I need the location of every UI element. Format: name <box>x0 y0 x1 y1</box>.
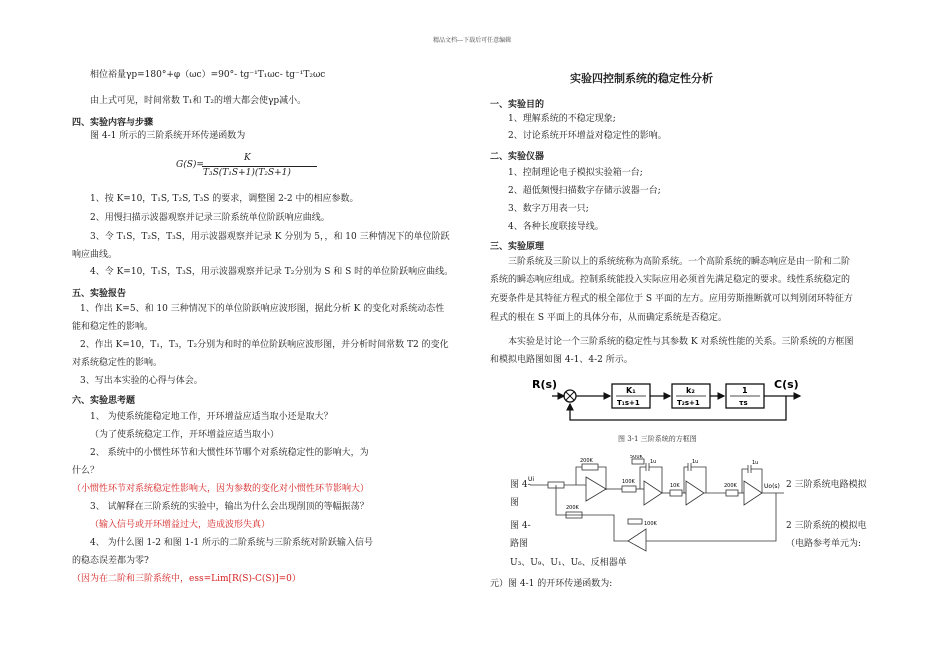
fraction-bar <box>202 166 317 167</box>
question-4-cont: 的稳态误差都为零? <box>72 556 149 566</box>
formula-numerator: K <box>244 153 251 163</box>
circuit-c3-label: 1u <box>752 460 759 466</box>
principle-para-2: 本实验是讨论一个三阶系统的稳定性与其参数 K 对系统性能的关系。三阶系统的方框图 <box>508 337 854 347</box>
principle-para-2-l2: 和模拟电路图如图 4-1、4-2 所示。 <box>490 355 633 365</box>
section-3-title: 三、实验原理 <box>490 242 545 252</box>
answer-3: （输入信号或开环增益过大，造成波形失真） <box>90 520 271 530</box>
circuit-diagram <box>526 455 788 553</box>
last-line: 元）图 4-1 的开环传递函数为: <box>490 579 613 589</box>
circuit-ui-label: Ui <box>528 476 535 483</box>
circuit-r4-label: 10K <box>670 483 680 489</box>
resistor-feedback-1 <box>582 464 598 470</box>
opamp-4 <box>744 481 762 505</box>
instrument-2: 2、超低频慢扫描数字存储示波器一台; <box>508 186 661 196</box>
opamp-2 <box>644 481 662 505</box>
block-1-num: K₁ <box>626 386 636 395</box>
fig-label-a1: 图 4- <box>510 480 531 490</box>
circuit-r7-label: 100K <box>644 521 657 527</box>
fig-right-3: （电路参考单元为: <box>786 539 862 549</box>
instrument-3: 3、数字万用表一只; <box>508 204 589 214</box>
instrument-4: 4、各种长度联接导线。 <box>508 222 604 232</box>
section-2-title: 二、实验仪器 <box>490 152 545 162</box>
input-label: R(s) <box>532 378 558 391</box>
opamp-1 <box>586 477 606 501</box>
section-6-title: 六、实验思考题 <box>72 396 136 406</box>
block-3-num: 1 <box>742 386 748 395</box>
step-4: 4、令 K=10，T₁S，T₃S，用示波器观察并记录 T₂分别为 S 和 S 时的单位阶跃响应曲线。 <box>90 267 454 277</box>
step-2: 2、用慢扫描示波器观察并记录三阶系统单位阶跃响应曲线。 <box>90 213 330 223</box>
step-3: 3、令 T₁S，T₂S，T₃S，用示波器观察并记录 K 分别为 5，，和 10 三种情况下的单位阶跃 <box>90 232 450 242</box>
resistor-2 <box>622 486 636 492</box>
page-title: 实验四控制系统的稳定性分析 <box>570 72 713 85</box>
fig-right-2: 2 三阶系统的模拟电 <box>786 521 867 531</box>
instrument-1: 1、控制理论电子模拟实验箱一台; <box>508 168 643 178</box>
circuit-r1-label: 200K <box>580 458 593 464</box>
phase-margin-formula: 相位裕量γp=180°+φ（ωc）=90°- tg⁻¹T₁ωc- tg⁻¹T₂ωc <box>90 70 326 80</box>
report-2-cont: 对系统稳定性的影响。 <box>72 358 163 368</box>
fig-label-b1: 图 4- <box>510 521 531 531</box>
circuit-r5-label: 200K <box>724 483 737 489</box>
formula-lhs: G(S)= <box>176 160 204 170</box>
section-1-title: 一、实验目的 <box>490 100 545 110</box>
circuit-r6-label: 200K <box>566 505 579 511</box>
report-3: 3、写出本实验的心得与体会。 <box>80 376 203 386</box>
formula-denominator: T₃S(T₁S+1)(T₂S+1) <box>203 168 291 178</box>
resistor-inverter-feedback <box>628 519 642 524</box>
circuit-r3-label: 500K <box>630 455 643 460</box>
fig-right-1: 2 三阶系统电路模拟 <box>786 480 867 490</box>
figure-1-caption: 图 3-1 三阶系统的方框图 <box>618 435 697 443</box>
report-1-cont: 能和稳定性的影响。 <box>72 322 154 332</box>
units-line: U₃、U₉、U₁、U₆、反相器单 <box>510 558 627 568</box>
fig-label-a2: 图 <box>510 498 520 508</box>
circuit-r2-label: 100K <box>622 479 635 485</box>
question-2: 2、 系统中的小惯性环节和大惯性环节哪个对系统稳定性的影响大，为 <box>90 448 369 458</box>
answer-2: （小惯性环节对系统稳定性影响大，因为参数的变化对小惯性环节影响大） <box>72 484 370 494</box>
principle-para-1-l3: 充要条件是其特征方程式的根全部位于 S 平面的左方。应用劳斯推断就可以判别闭环特征方 <box>490 294 853 304</box>
aim-2: 2、讨论系统开环增益对稳定性的影响。 <box>508 131 667 141</box>
page-header: 精品文档---下载后可任意编辑 <box>433 37 512 44</box>
output-label: C(s) <box>774 378 799 391</box>
inverter-opamp <box>628 529 646 551</box>
resistor-3 <box>670 490 682 496</box>
step-1: 1、按 K=10，T₁S, T₂S, T₃S 的要求，调整图 2-2 中的相应参数。 <box>90 194 359 204</box>
report-1: 1、作出 K=5、和 10 三种情况下的单位阶跃响应波形图，据此分析 K 的变化对系统动态性 <box>80 304 445 314</box>
section-5-title: 五、实验报告 <box>72 289 127 299</box>
step-3-cont: 响应曲线。 <box>72 250 118 260</box>
opamp-3 <box>686 481 704 505</box>
block-diagram <box>528 372 808 428</box>
circuit-c2-label: 1u <box>692 459 699 465</box>
principle-para-1-l4: 程式的根在 S 平面上的具体分布，从而确定系统是否稳定。 <box>490 313 727 323</box>
report-2: 2、作出 K=10，T₁，T₃，T₂分别为和时的单位阶跃响应波形图，并分析时间常数 T2 的变化 <box>80 340 449 350</box>
principle-para-1: 三阶系统及三阶以上的系统统称为高阶系统。一个高阶系统的瞬态响应是由一阶和二阶 <box>508 257 851 267</box>
block-3-den: τs <box>739 399 748 407</box>
fig-label-b2: 路图 <box>510 539 529 549</box>
section-4-title: 四、实验内容与步骤 <box>72 118 154 128</box>
question-1: 1、 为使系统能稳定地工作，开环增益应适当取小还是取大？ <box>90 412 333 422</box>
answer-4: （因为在二阶和三阶系统中，ess=Lim[R(S)-C(S)]=0） <box>72 574 301 584</box>
aim-1: 1、理解系统的不稳定现象; <box>508 114 616 124</box>
block-2-den: T₂s+1 <box>677 399 700 407</box>
question-3: 3、 试解释在三阶系统的实验中，输出为什么会出现削顶的等幅振荡？ <box>90 502 369 512</box>
question-4: 4、 为什么图 1-2 和图 1-1 所示的二阶系统与三阶系统对阶跃输入信号 <box>90 538 374 548</box>
answer-1: （为了使系统稳定工作，开环增益应适当取小） <box>90 430 280 440</box>
principle-para-1-l2: 系统的瞬态响应组成。控制系统能投入实际应用必须首先满足稳定的要求。线性系统稳定的 <box>490 275 851 285</box>
conclusion-text: 由上式可见，时间常数 T₁和 T₂的增大都会使γp减小。 <box>90 96 307 106</box>
block-2-num: k₂ <box>686 386 695 395</box>
circuit-c1-label: 1u <box>650 459 657 465</box>
question-2-cont: 什么？ <box>72 466 100 476</box>
section-4-intro: 图 4-1 所示的三阶系统开环传递函数为 <box>90 131 246 141</box>
resistor-4 <box>726 490 738 496</box>
block-1-den: T₁s+1 <box>617 399 640 407</box>
circuit-uo-label: Uo(s) <box>764 483 780 490</box>
